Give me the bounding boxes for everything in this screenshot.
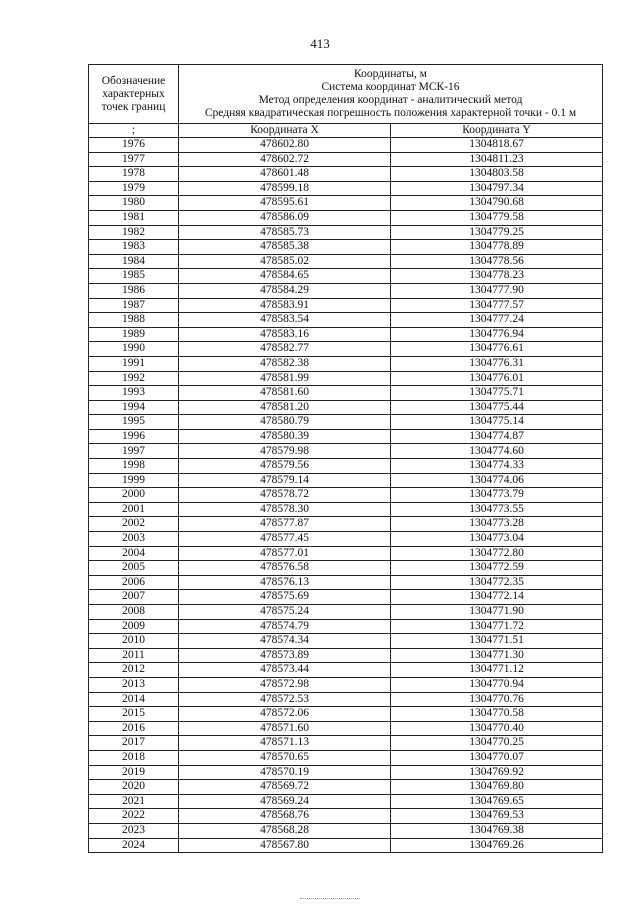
coordinate-x-cell: 478574.79 (179, 619, 391, 634)
coordinate-y-cell: 1304779.58 (391, 210, 603, 225)
table-row (89, 794, 603, 809)
coordinate-y-cell: 1304769.53 (391, 809, 603, 824)
coordinates-table (88, 64, 603, 853)
coordinate-x-cell: 478570.19 (179, 765, 391, 780)
coordinate-y-cell: 1304771.51 (391, 634, 603, 649)
point-id-cell: 1999 (89, 473, 179, 488)
coordinate-x-cell: 478572.98 (179, 677, 391, 692)
table-row (89, 823, 603, 838)
coordinate-y-cell: 1304773.28 (391, 517, 603, 532)
coordinate-y-cell: 1304774.60 (391, 444, 603, 459)
point-id-cell: 1986 (89, 283, 179, 298)
coordinate-x-cell: 478571.13 (179, 736, 391, 751)
point-id-cell: 2013 (89, 677, 179, 692)
coordinate-x-cell: 478577.45 (179, 532, 391, 547)
coordinate-y-cell: 1304778.89 (391, 240, 603, 255)
coordinate-y-cell: 1304769.38 (391, 823, 603, 838)
point-id-cell: 2010 (89, 634, 179, 649)
coordinate-y-cell: 1304777.24 (391, 313, 603, 328)
header-label-line: точек границ (101, 100, 166, 113)
subheader-first-cell: ; (89, 124, 179, 138)
coordinate-x-cell: 478568.28 (179, 823, 391, 838)
coordinate-y-cell: 1304776.01 (391, 371, 603, 386)
coordinate-y-cell: 1304774.87 (391, 429, 603, 444)
column-header-x: Координата X (179, 124, 391, 138)
coordinate-x-cell: 478601.48 (179, 167, 391, 182)
table-row (89, 707, 603, 722)
table-row (89, 663, 603, 678)
table-row (89, 780, 603, 795)
coordinate-x-cell: 478575.69 (179, 590, 391, 605)
page-number: 413 (310, 36, 330, 51)
coordinate-y-cell: 1304811.23 (391, 152, 603, 167)
point-id-cell: 1977 (89, 152, 179, 167)
table-subheader-row (89, 124, 603, 138)
table-row (89, 313, 603, 328)
table-row (89, 677, 603, 692)
point-id-cell: 2007 (89, 590, 179, 605)
coordinate-y-cell: 1304774.06 (391, 473, 603, 488)
table-row (89, 546, 603, 561)
coordinate-y-cell: 1304777.57 (391, 298, 603, 313)
coordinate-x-cell: 478570.65 (179, 750, 391, 765)
point-id-cell: 2023 (89, 823, 179, 838)
point-id-cell: 2016 (89, 721, 179, 736)
coordinate-y-cell: 1304790.68 (391, 196, 603, 211)
coordinate-y-cell: 1304770.40 (391, 721, 603, 736)
table-row (89, 459, 603, 474)
coordinate-y-cell: 1304775.71 (391, 386, 603, 401)
table-body (89, 138, 603, 853)
point-id-cell: 2009 (89, 619, 179, 634)
coordinate-y-cell: 1304776.94 (391, 327, 603, 342)
header-main-line: Система координат МСК-16 (321, 81, 460, 93)
point-id-cell: 1989 (89, 327, 179, 342)
point-id-cell: 1984 (89, 254, 179, 269)
coordinate-x-cell: 478571.60 (179, 721, 391, 736)
coordinate-y-cell: 1304773.79 (391, 488, 603, 503)
coordinate-x-cell: 478585.73 (179, 225, 391, 240)
point-id-cell: 2015 (89, 707, 179, 722)
point-id-cell: 1978 (89, 167, 179, 182)
table-row (89, 415, 603, 430)
table-row (89, 225, 603, 240)
table-row (89, 444, 603, 459)
coordinate-x-cell: 478579.56 (179, 459, 391, 474)
coordinate-x-cell: 478579.98 (179, 444, 391, 459)
point-id-cell: 2008 (89, 605, 179, 620)
point-id-cell: 1991 (89, 356, 179, 371)
coordinate-y-cell: 1304773.04 (391, 532, 603, 547)
coordinate-x-cell: 478573.44 (179, 663, 391, 678)
coordinate-y-cell: 1304772.35 (391, 575, 603, 590)
coordinate-y-cell: 1304778.23 (391, 269, 603, 284)
coordinate-y-cell: 1304770.25 (391, 736, 603, 751)
point-id-cell: 1976 (89, 138, 179, 153)
point-id-cell: 2000 (89, 488, 179, 503)
coordinate-y-cell: 1304771.30 (391, 648, 603, 663)
table-row (89, 838, 603, 853)
table-row (89, 750, 603, 765)
point-id-cell: 1987 (89, 298, 179, 313)
coordinate-x-cell: 478581.99 (179, 371, 391, 386)
table-row (89, 532, 603, 547)
coordinate-x-cell: 478580.39 (179, 429, 391, 444)
coordinate-y-cell: 1304772.59 (391, 561, 603, 576)
table-row (89, 619, 603, 634)
point-id-cell: 1995 (89, 415, 179, 430)
point-id-cell: 1983 (89, 240, 179, 255)
table-header-row (89, 65, 603, 124)
point-id-cell: 1997 (89, 444, 179, 459)
table-row (89, 605, 603, 620)
scan-artifact (300, 898, 360, 901)
table-row (89, 240, 603, 255)
point-id-cell: 2018 (89, 750, 179, 765)
coordinate-y-cell: 1304772.80 (391, 546, 603, 561)
coordinate-x-cell: 478578.72 (179, 488, 391, 503)
coordinate-y-cell: 1304775.44 (391, 400, 603, 415)
coordinate-y-cell: 1304770.58 (391, 707, 603, 722)
coordinate-y-cell: 1304818.67 (391, 138, 603, 153)
table-row (89, 502, 603, 517)
coordinate-x-cell: 478602.80 (179, 138, 391, 153)
coordinate-x-cell: 478577.87 (179, 517, 391, 532)
coordinate-y-cell: 1304779.25 (391, 225, 603, 240)
coordinate-x-cell: 478583.54 (179, 313, 391, 328)
coordinate-x-cell: 478572.53 (179, 692, 391, 707)
coordinate-x-cell: 478572.06 (179, 707, 391, 722)
coordinate-y-cell: 1304771.90 (391, 605, 603, 620)
point-id-cell: 1992 (89, 371, 179, 386)
table-row (89, 473, 603, 488)
point-id-cell: 2012 (89, 663, 179, 678)
point-id-cell: 1993 (89, 386, 179, 401)
header-label-line: Обозначение (101, 74, 166, 87)
coordinate-x-cell: 478569.72 (179, 780, 391, 795)
table-row (89, 254, 603, 269)
table-row (89, 356, 603, 371)
header-main-line: Средняя квадратическая погрешность положения характерной точки - 0.1 м (204, 107, 577, 119)
coordinate-y-cell: 1304771.12 (391, 663, 603, 678)
point-id-cell: 2003 (89, 532, 179, 547)
point-id-cell: 2024 (89, 838, 179, 853)
point-id-cell: 1996 (89, 429, 179, 444)
coordinate-x-cell: 478567.80 (179, 838, 391, 853)
coordinate-y-cell: 1304797.34 (391, 181, 603, 196)
table-row (89, 386, 603, 401)
coordinate-x-cell: 478576.58 (179, 561, 391, 576)
table-row (89, 721, 603, 736)
coordinate-x-cell: 478585.38 (179, 240, 391, 255)
coordinate-x-cell: 478574.34 (179, 634, 391, 649)
coordinate-x-cell: 478583.16 (179, 327, 391, 342)
coordinate-y-cell: 1304770.76 (391, 692, 603, 707)
table-row (89, 634, 603, 649)
coordinate-y-cell: 1304777.90 (391, 283, 603, 298)
header-label-line: характерных (102, 87, 165, 100)
coordinate-x-cell: 478576.13 (179, 575, 391, 590)
point-id-cell: 1994 (89, 400, 179, 415)
header-main-line: Метод определения координат - аналитический метод (258, 94, 523, 106)
coordinate-y-cell: 1304803.58 (391, 167, 603, 182)
table-row (89, 736, 603, 751)
coordinate-x-cell: 478585.02 (179, 254, 391, 269)
table-row (89, 488, 603, 503)
coordinate-x-cell: 478579.14 (179, 473, 391, 488)
table-row (89, 575, 603, 590)
coordinate-y-cell: 1304770.94 (391, 677, 603, 692)
coordinate-y-cell: 1304775.14 (391, 415, 603, 430)
coordinate-y-cell: 1304771.72 (391, 619, 603, 634)
table-row (89, 196, 603, 211)
coordinate-y-cell: 1304769.92 (391, 765, 603, 780)
point-id-cell: 2004 (89, 546, 179, 561)
boundary-points-header (89, 65, 179, 124)
coordinates-header (179, 65, 603, 124)
header-main-line: Координаты, м (354, 68, 427, 80)
point-id-cell: 1985 (89, 269, 179, 284)
coordinate-y-cell: 1304776.31 (391, 356, 603, 371)
point-id-cell: 2006 (89, 575, 179, 590)
coordinate-y-cell: 1304774.33 (391, 459, 603, 474)
coordinate-y-cell: 1304769.26 (391, 838, 603, 853)
point-id-cell: 1980 (89, 196, 179, 211)
coordinate-y-cell: 1304770.07 (391, 750, 603, 765)
table-row (89, 167, 603, 182)
table-row (89, 138, 603, 153)
coordinate-y-cell: 1304769.65 (391, 794, 603, 809)
coordinate-x-cell: 478584.29 (179, 283, 391, 298)
point-id-cell: 2020 (89, 780, 179, 795)
point-id-cell: 2011 (89, 648, 179, 663)
point-id-cell: 2002 (89, 517, 179, 532)
point-id-cell: 1990 (89, 342, 179, 357)
table-row (89, 692, 603, 707)
coordinate-x-cell: 478578.30 (179, 502, 391, 517)
table-row (89, 429, 603, 444)
coordinate-x-cell: 478573.89 (179, 648, 391, 663)
point-id-cell: 1979 (89, 181, 179, 196)
point-id-cell: 1998 (89, 459, 179, 474)
point-id-cell: 1981 (89, 210, 179, 225)
coordinate-x-cell: 478568.76 (179, 809, 391, 824)
coordinate-x-cell: 478577.01 (179, 546, 391, 561)
point-id-cell: 2014 (89, 692, 179, 707)
coordinate-y-cell: 1304778.56 (391, 254, 603, 269)
table-row (89, 371, 603, 386)
coordinate-y-cell: 1304773.55 (391, 502, 603, 517)
coordinate-y-cell: 1304776.61 (391, 342, 603, 357)
coordinate-x-cell: 478602.72 (179, 152, 391, 167)
table-row (89, 152, 603, 167)
table-row (89, 590, 603, 605)
coordinate-x-cell: 478586.09 (179, 210, 391, 225)
coordinate-x-cell: 478575.24 (179, 605, 391, 620)
coordinate-x-cell: 478580.79 (179, 415, 391, 430)
table-row (89, 210, 603, 225)
point-id-cell: 2021 (89, 794, 179, 809)
point-id-cell: 2019 (89, 765, 179, 780)
point-id-cell: 2017 (89, 736, 179, 751)
table-row (89, 342, 603, 357)
coordinate-y-cell: 1304772.14 (391, 590, 603, 605)
point-id-cell: 2005 (89, 561, 179, 576)
coordinate-x-cell: 478581.20 (179, 400, 391, 415)
coordinate-x-cell: 478581.60 (179, 386, 391, 401)
coordinate-x-cell: 478584.65 (179, 269, 391, 284)
table-row (89, 809, 603, 824)
point-id-cell: 2022 (89, 809, 179, 824)
table-row (89, 181, 603, 196)
coordinate-x-cell: 478599.18 (179, 181, 391, 196)
table-row (89, 283, 603, 298)
table-row (89, 400, 603, 415)
point-id-cell: 2001 (89, 502, 179, 517)
table-row (89, 327, 603, 342)
coordinate-x-cell: 478595.61 (179, 196, 391, 211)
table-row (89, 648, 603, 663)
point-id-cell: 1988 (89, 313, 179, 328)
point-id-cell: 1982 (89, 225, 179, 240)
coordinate-y-cell: 1304769.80 (391, 780, 603, 795)
table-row (89, 765, 603, 780)
table-row (89, 298, 603, 313)
coordinate-x-cell: 478582.38 (179, 356, 391, 371)
table-row (89, 517, 603, 532)
table-row (89, 269, 603, 284)
coordinate-x-cell: 478582.77 (179, 342, 391, 357)
table-row (89, 561, 603, 576)
coordinate-x-cell: 478569.24 (179, 794, 391, 809)
column-header-y: Координата Y (391, 124, 603, 138)
coordinate-x-cell: 478583.91 (179, 298, 391, 313)
